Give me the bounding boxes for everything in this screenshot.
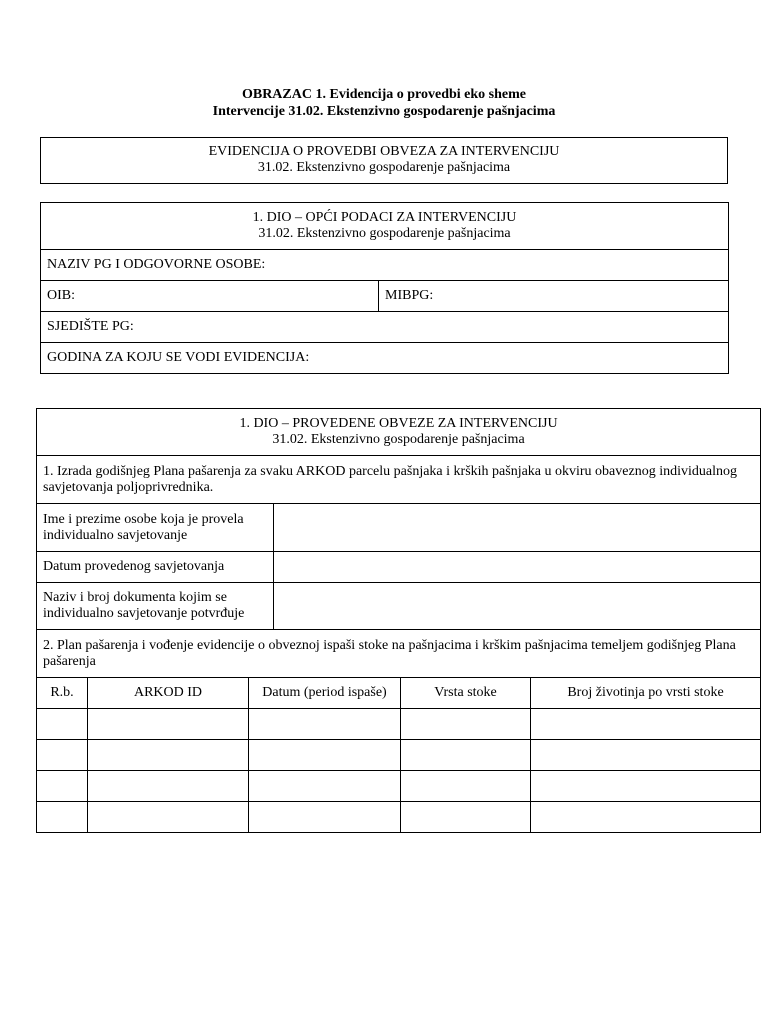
table-cell[interactable] bbox=[249, 802, 401, 833]
table-row bbox=[37, 771, 761, 802]
table-cell[interactable] bbox=[88, 709, 249, 740]
column-header-broj-zivotinja: Broj životinja po vrsti stoke bbox=[531, 678, 761, 709]
table-cell[interactable] bbox=[401, 771, 531, 802]
general-data-header-line-1: 1. DIO – OPĆI PODACI ZA INTERVENCIJU bbox=[252, 210, 517, 225]
title-line-1: OBRAZAC 1. Evidencija o provedbi eko sheme bbox=[241, 87, 527, 102]
consultation-date-label: Datum provedenog savjetovanja bbox=[37, 552, 274, 583]
sjediste-pg-field[interactable]: SJEDIŠTE PG: bbox=[41, 312, 729, 343]
table-cell[interactable] bbox=[249, 740, 401, 771]
table-cell[interactable] bbox=[88, 802, 249, 833]
advisor-name-label: Ime i prezime osobe koja je provela individualno savjetovanje bbox=[37, 504, 274, 552]
obligation-item-1: 1. Izrada godišnjeg Plana pašarenja za svaku ARKOD parcelu pašnjaka i krških pašnjaka u okviru obaveznog individualnog savjetovanja poljoprivrednika. bbox=[37, 456, 761, 504]
table-cell[interactable] bbox=[37, 740, 88, 771]
table-cell[interactable] bbox=[401, 802, 531, 833]
general-data-header-line-2: 31.02. Ekstenzivno gospodarenje pašnjacima bbox=[258, 226, 511, 241]
table-cell[interactable] bbox=[401, 709, 531, 740]
general-data-table bbox=[40, 202, 729, 374]
table-row bbox=[37, 709, 761, 740]
table-cell[interactable] bbox=[531, 771, 761, 802]
advisor-name-field[interactable] bbox=[274, 504, 761, 552]
table-cell[interactable] bbox=[37, 771, 88, 802]
document-field[interactable] bbox=[274, 583, 761, 630]
evidencija-title: EVIDENCIJA O PROVEDBI OBVEZA ZA INTERVENCIJU bbox=[208, 144, 560, 159]
table-cell[interactable] bbox=[249, 709, 401, 740]
obligations-header-line-2: 31.02. Ekstenzivno gospodarenje pašnjacima bbox=[272, 432, 525, 447]
column-header-vrsta-stoke: Vrsta stoke bbox=[401, 678, 531, 709]
consultation-date-field[interactable] bbox=[274, 552, 761, 583]
table-cell[interactable] bbox=[249, 771, 401, 802]
naziv-pg-field[interactable]: NAZIV PG I ODGOVORNE OSOBE: bbox=[41, 250, 729, 281]
column-header-rb: R.b. bbox=[37, 678, 88, 709]
title-line-2: Intervencije 31.02. Ekstenzivno gospodarenje pašnjacima bbox=[212, 104, 556, 119]
obligation-item-2: 2. Plan pašarenja i vođenje evidencije o obveznoj ispaši stoke na pašnjacima i krškim pašnjacima temeljem godišnjeg Plana pašarenja bbox=[37, 630, 761, 678]
evidencija-subtitle: 31.02. Ekstenzivno gospodarenje pašnjacima bbox=[257, 160, 511, 175]
column-header-datum: Datum (period ispaše) bbox=[249, 678, 401, 709]
table-cell[interactable] bbox=[88, 740, 249, 771]
obligations-table bbox=[36, 408, 761, 833]
obligations-header-line-1: 1. DIO – PROVEDENE OBVEZE ZA INTERVENCIJU bbox=[239, 416, 558, 431]
table-cell[interactable] bbox=[531, 740, 761, 771]
table-cell[interactable] bbox=[531, 802, 761, 833]
mibpg-field[interactable]: MIBPG: bbox=[379, 281, 729, 312]
general-data-header bbox=[41, 203, 729, 250]
column-header-arkod-id: ARKOD ID bbox=[88, 678, 249, 709]
oib-field[interactable]: OIB: bbox=[41, 281, 379, 312]
table-cell[interactable] bbox=[88, 771, 249, 802]
obligations-header bbox=[37, 409, 761, 456]
table-cell[interactable] bbox=[37, 802, 88, 833]
document-label: Naziv i broj dokumenta kojim se individualno savjetovanje potvrđuje bbox=[37, 583, 274, 630]
page-title bbox=[0, 86, 768, 120]
table-row bbox=[37, 740, 761, 771]
table-row bbox=[37, 802, 761, 833]
evidencija-header-box bbox=[40, 137, 728, 184]
table-cell[interactable] bbox=[531, 709, 761, 740]
table-cell[interactable] bbox=[37, 709, 88, 740]
godina-evidencije-field[interactable]: GODINA ZA KOJU SE VODI EVIDENCIJA: bbox=[41, 343, 729, 374]
table-cell[interactable] bbox=[401, 740, 531, 771]
